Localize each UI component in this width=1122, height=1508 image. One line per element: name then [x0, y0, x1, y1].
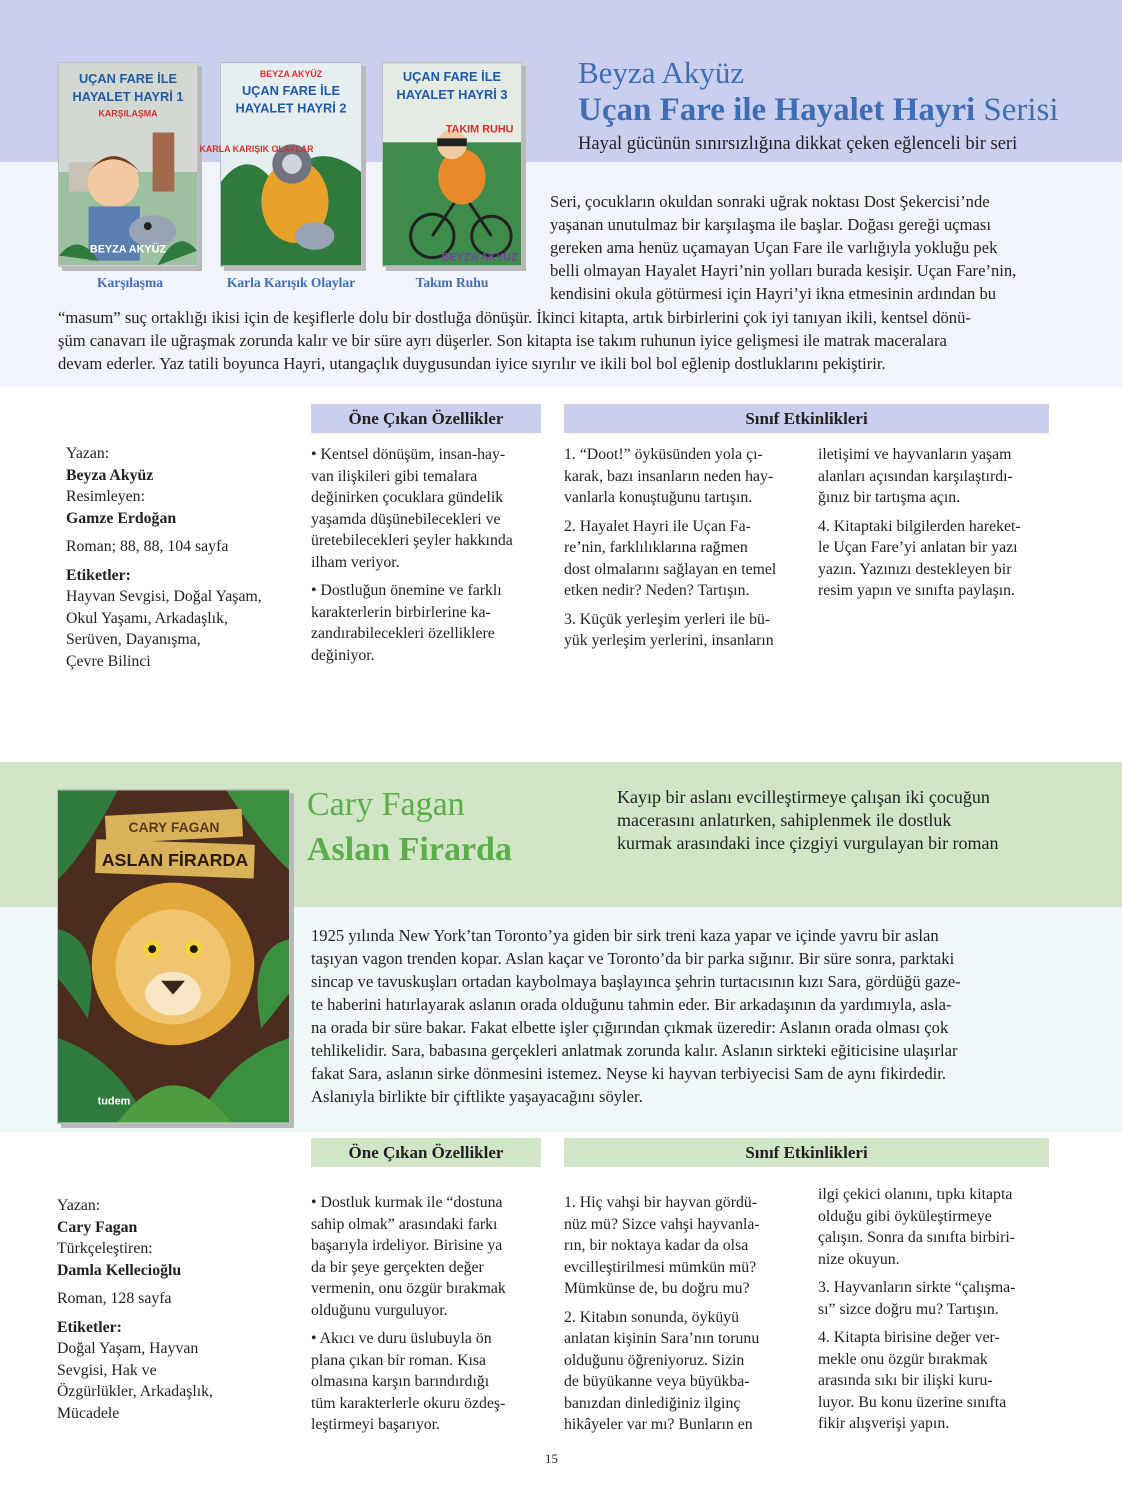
illustrator-name: Gamze Erdoğan: [66, 509, 177, 527]
book1-subtitle: Hayal gücünün sınırsızlığına dikkat çeken eğlenceli bir seri: [578, 134, 1018, 154]
activity-line: ğınız bir tartışma açın.: [818, 489, 961, 506]
activity-line: etken nedir? Neden? Tartışın.: [564, 582, 750, 599]
activity-line: evcilleştirilmesi mümkün mü?: [564, 1258, 757, 1276]
illustrator-label: Resimleyen:: [66, 488, 145, 505]
book1-description-line: “masum” suç ortaklığı ikisi için de keşiflerle dolu bir dostluğa dönüşür. İkinci kitapta, artık birbirlerini çok iyi tanıyan ikili, kentsel dönü-: [58, 308, 971, 327]
feature-item: [311, 1328, 551, 1436]
activity-line: re’nin, farklılıklarına rağmen: [564, 539, 748, 556]
tags-line: Çevre Bilinci: [66, 652, 151, 670]
svg-text:BEYZA AKYÜZ: BEYZA AKYÜZ: [89, 243, 167, 256]
book2-subtitle-line: macerasını anlatırken, sahiplenmek ile dostluk: [617, 810, 952, 830]
activity-line: nize okuyun.: [818, 1250, 900, 1268]
book2-description-line: te haberini hatırlayarak aslanın orada olduğunu tahmin eder. Bir arkadaşının da yardımıyla, asla-: [311, 995, 952, 1014]
feature-line: da bir şeye gerçekten değer: [311, 1258, 484, 1276]
feature-line: değinirken çocuklara gündelik: [311, 489, 504, 506]
activity-line: de büyükanne veya büyükba-: [564, 1373, 750, 1390]
translator-label: Türkçeleştiren:: [57, 1240, 153, 1257]
book1-description-line: gereken ama henüz uçamayan Uçan Fare ile varlığıyla yokluğu pek: [550, 238, 998, 257]
book1-title-rest: Serisi: [975, 92, 1059, 128]
book-cover-aslan-firarda: [57, 789, 290, 1124]
feature-line: van ilişkileri gibi temalara: [311, 467, 478, 485]
feature-line: tüm karakterlerle okuru özdeş-: [311, 1394, 506, 1412]
tags-line: Mücadele: [57, 1404, 120, 1422]
book2-title: Aslan Firarda: [307, 831, 512, 868]
feature-item: [311, 444, 546, 573]
cover-caption-1: Karşılaşma: [97, 275, 163, 290]
book2-activities-header: Sınıf Etkinlikleri: [564, 1138, 1049, 1167]
svg-text:ASLAN FİRARDA: ASLAN FİRARDA: [101, 849, 249, 870]
activity-line: 4. Kitaptaki bilgilerden hareket-: [818, 517, 1021, 535]
book2-features: [311, 1192, 551, 1443]
writer-label: Yazan:: [66, 445, 110, 462]
feature-line: değiniyor.: [311, 646, 375, 664]
svg-text:HAYALET HAYRİ 3: HAYALET HAYRİ 3: [396, 86, 508, 102]
book2-description-line: sincap ve tavuskuşları ortadan kaybolmaya başlayınca şehrin turtacısının kızı Sara, gördüğü gaze-: [311, 972, 961, 991]
svg-text:KARŞILAŞMA: KARŞILAŞMA: [98, 108, 158, 119]
svg-text:tudem: tudem: [97, 1095, 131, 1108]
feature-line: sahip olmak” arasındaki farkı: [311, 1215, 498, 1233]
book2-features-header: Öne Çıkan Özellikler: [311, 1138, 541, 1167]
book2-description-line: fakat Sara, aslanın sirke dönmesini istemez. Neyse ki hayvan terbiyecisi Sam de aynı fikirdedir.: [311, 1064, 946, 1083]
book1-activities-header: Sınıf Etkinlikleri: [564, 404, 1049, 433]
feature-line: üretebilecekleri şeyler hakkında: [311, 532, 513, 549]
book-format: Roman, 128 sayfa: [57, 1290, 172, 1307]
activity-item: [564, 516, 809, 602]
svg-text:HAYALET HAYRİ 1: HAYALET HAYRİ 1: [72, 88, 184, 104]
book2-subtitle-line: kurmak arasındaki ince çizgiyi vurgulayan bir roman: [617, 833, 999, 853]
activity-item: [564, 444, 809, 509]
book1-title-bold: Uçan Fare ile Hayalet Hayri: [578, 92, 976, 128]
cover-caption-3: Takım Ruhu: [415, 275, 489, 290]
activity-line: anlatan kişinin Sara’nın torunu: [564, 1330, 760, 1347]
tags-line: Hayvan Sevgisi, Doğal Yaşam,: [66, 588, 262, 605]
svg-text:KARLA KARIŞIK OLAYLAR: KARLA KARIŞIK OLAYLAR: [199, 144, 314, 155]
feature-line: • Akıcı ve duru üslubuyla ön: [311, 1330, 492, 1347]
page-number: 15: [545, 1451, 558, 1466]
feature-line: • Dostluk kurmak ile “dostuna: [311, 1194, 503, 1211]
activity-line: mekle onu özgür bırakmak: [818, 1350, 988, 1368]
feature-line: yaşamda düşünebilecekleri ve: [311, 510, 501, 528]
tags-line: Serüven, Dayanışma,: [66, 631, 201, 648]
activity-line: banızdan dinlediğiniz ilginç: [564, 1394, 741, 1412]
activity-line: arasında sıkı bir ilişki kuru-: [818, 1372, 993, 1389]
cover-illustration-2: [199, 63, 361, 266]
book1-activities-col1: [564, 444, 809, 659]
activity-line: resim yapın ve sınıfta paylaşın.: [818, 582, 1015, 599]
activity-line: le Uçan Fare’yi anlatan bir yazı: [818, 539, 1018, 556]
activity-line: 3. Küçük yerleşim yerleri ile bü-: [564, 610, 771, 628]
feature-line: • Kentsel dönüşüm, insan-hay-: [311, 446, 506, 463]
book1-description-line: belli olmayan Hayalet Hayri’nin yolları burada kesişir. Uçan Fare’nin,: [550, 261, 1017, 280]
cover-illustration-1: [59, 63, 197, 266]
book1-description-line: devam ederler. Yaz tatili boyunca Hayri, utangaçlık duygusundan iyice sıyrılır ve ikili bol bol eğlenip dostluklarını pekiştirir.: [58, 354, 886, 373]
activity-line: dost olmalarını sağlayan en temel: [564, 560, 777, 578]
book2-description-line: 1925 yılında New York’tan Toronto’ya giden bir sirk treni kaza yapar ve içinde yavru bir aslan: [311, 926, 939, 945]
book2-subtitle-line: Kayıp bir aslanı evcilleştirmeye çalışan iki çocuğun: [617, 787, 990, 807]
activity-line: 1. Hiç vahşi bir hayvan gördü-: [564, 1194, 758, 1211]
svg-text:UÇAN FARE İLE: UÇAN FARE İLE: [241, 82, 341, 98]
feature-line: zandırabilecekleri özelliklere: [311, 625, 495, 642]
book1-title: [578, 90, 1059, 130]
translator-name: Damla Kellecioğlu: [57, 1261, 182, 1279]
activity-item: [818, 1277, 1053, 1320]
cover-illustration-lion: [58, 790, 289, 1123]
book2-subtitle: [617, 786, 1057, 855]
activity-line: 1. “Doot!” öyküsünden yola çı-: [564, 446, 763, 463]
feature-line: vermenin, onu özgür bırakmak: [311, 1280, 506, 1297]
cover-caption-2: Karla Karışık Olaylar: [226, 275, 356, 290]
activity-line: nüz mü? Sizce vahşi hayvanla-: [564, 1215, 760, 1233]
activity-line: 3. Hayvanların sirkte “çalışma-: [818, 1279, 1016, 1296]
feature-line: ilham veriyor.: [311, 553, 400, 571]
svg-text:BEYZA AKYÜZ: BEYZA AKYÜZ: [441, 251, 518, 264]
tags-line: Okul Yaşamı, Arkadaşlık,: [66, 609, 228, 627]
svg-text:UÇAN FARE İLE: UÇAN FARE İLE: [402, 69, 502, 85]
book1-description-line: kendisini okula götürmesi için Hayri’yi ikna etmesinin ardından bu: [550, 284, 997, 303]
activity-line: sı” sizce doğru mu? Tartışın.: [818, 1300, 999, 1318]
book2-description-line: na orada bir süre bakar. Fakat elbette işler çığırından çıkmak üzeredir: Aslanın orada olması çok: [311, 1018, 949, 1037]
activity-line: hikâyeler var mı? Bunların en: [564, 1416, 753, 1433]
feature-line: • Dostluğun önemine ve farklı: [311, 582, 502, 599]
book-cover-karla-karisik-olaylar: [199, 62, 362, 267]
book2-activities-col1: [564, 1192, 809, 1443]
cover-illustration-3: [383, 63, 521, 266]
book1-description-line: şüm canavarı ile uğraşmak zorunda kalır ve bir süre ayrı düşerler. Son kitapta ise takım ruhunun iyice gelişmesi ile matrak maceralara: [58, 331, 947, 350]
activity-line: rın, bir noktaya kadar da olsa: [564, 1237, 749, 1254]
activity-line: olduğunu öğreniyoruz. Sizin: [564, 1351, 745, 1369]
activity-item: [818, 1327, 1053, 1435]
tags-line: Özgürlükler, Arkadaşlık,: [57, 1383, 213, 1400]
book1-description-line: yaşanan unutulmaz bir karşılaşma ile başlar. Doğası gereği uçması: [550, 215, 991, 234]
activity-item: [564, 1307, 809, 1436]
svg-text:CARY FAGAN: CARY FAGAN: [128, 819, 220, 836]
feature-line: leştirmeyi başarıyor.: [311, 1416, 440, 1433]
book2-author-heading: Cary Fagan: [307, 786, 465, 823]
feature-line: plana çıkan bir roman. Kısa: [311, 1351, 487, 1369]
writer-name: Cary Fagan: [57, 1218, 138, 1236]
activity-item: [564, 1192, 809, 1300]
activity-item: [818, 1184, 1053, 1270]
writer-label: Yazan:: [57, 1197, 101, 1214]
svg-text:BEYZA AKYÜZ: BEYZA AKYÜZ: [259, 69, 323, 80]
book-cover-karsilasma: [58, 62, 198, 267]
activity-line: 4. Kitapta birisine değer ver-: [818, 1329, 1000, 1346]
activity-line: Mümkünse de, bu doğru mu?: [564, 1280, 750, 1297]
book1-description-line: Seri, çocukların okuldan sonraki uğrak noktası Dost Şekercisi’nde: [550, 192, 990, 211]
book1-info: [66, 443, 296, 672]
tags-line: Sevgisi, Hak ve: [57, 1361, 157, 1379]
feature-line: olduğunu vurguluyor.: [311, 1301, 448, 1319]
activity-item: [818, 444, 1053, 509]
book-format: Roman; 88, 88, 104 sayfa: [66, 538, 229, 555]
tags-label: Etiketler:: [57, 1318, 122, 1336]
activity-line: karak, bazı insanların neden hay-: [564, 467, 774, 485]
book1-author-heading: Beyza Akyüz: [578, 55, 745, 90]
activity-line: iletişimi ve hayvanların yaşam: [818, 446, 1012, 463]
svg-text:TAKIM RUHU: TAKIM RUHU: [445, 123, 514, 136]
activity-line: yazın. Yazınızı destekleyen bir: [818, 560, 1012, 578]
writer-name: Beyza Akyüz: [66, 466, 154, 484]
activity-item: [564, 609, 809, 652]
activity-line: fikir alışverişi yapın.: [818, 1415, 950, 1432]
book2-description-line: taşıyan vagon trenden kopar. Aslan kaçar ve Toronto’da bir parka sığınır. Bir süre sonra, parktaki: [311, 949, 955, 968]
activity-line: 2. Kitabın sonunda, öyküyü: [564, 1308, 740, 1326]
feature-item: [311, 580, 546, 666]
feature-line: olmasına karşın barındırdığı: [311, 1373, 490, 1390]
book2-activities-col2: [818, 1184, 1053, 1442]
feature-line: başarıyla irdeliyor. Birisine ya: [311, 1237, 503, 1254]
book2-description-line: Aslanıyla birlikte bir çiftlikte yaşayacağını söyler.: [311, 1087, 643, 1106]
activity-line: olduğu gibi öyküleştirmeye: [818, 1207, 992, 1225]
svg-text:UÇAN FARE İLE: UÇAN FARE İLE: [78, 71, 178, 87]
book1-features: [311, 444, 546, 673]
activity-line: ilgi çekici olanını, tıpkı kitapta: [818, 1186, 1013, 1203]
activity-line: vanlarla konuştuğunu tartışın.: [564, 489, 753, 506]
activity-item: [818, 516, 1053, 602]
activity-line: 2. Hayalet Hayri ile Uçan Fa-: [564, 517, 751, 535]
activity-line: luyor. Bu konu üzerine sınıfta: [818, 1393, 1007, 1411]
book2-info: [57, 1195, 297, 1424]
tags-label: Etiketler:: [66, 566, 131, 584]
feature-line: karakterlerin birbirlerine ka-: [311, 603, 491, 621]
book1-features-header: Öne Çıkan Özellikler: [311, 404, 541, 433]
book2-description-line: tehlikelidir. Sara, babasına gerçekleri anlatmak zorunda kalır. Aslanın sirkteki eğiticisine ulaşırlar: [311, 1041, 958, 1060]
book1-activities-col2: [818, 444, 1053, 609]
book-cover-takim-ruhu: [382, 62, 522, 267]
activity-line: çalışın. Sonra da sınıfta birbiri-: [818, 1229, 1015, 1246]
activity-line: yük yerleşim yerlerini, insanların: [564, 632, 774, 649]
svg-text:HAYALET HAYRİ 2: HAYALET HAYRİ 2: [235, 100, 347, 116]
tags-line: Doğal Yaşam, Hayvan: [57, 1340, 199, 1357]
activity-line: alanları açısından karşılaştırdı-: [818, 467, 1013, 485]
feature-item: [311, 1192, 551, 1321]
